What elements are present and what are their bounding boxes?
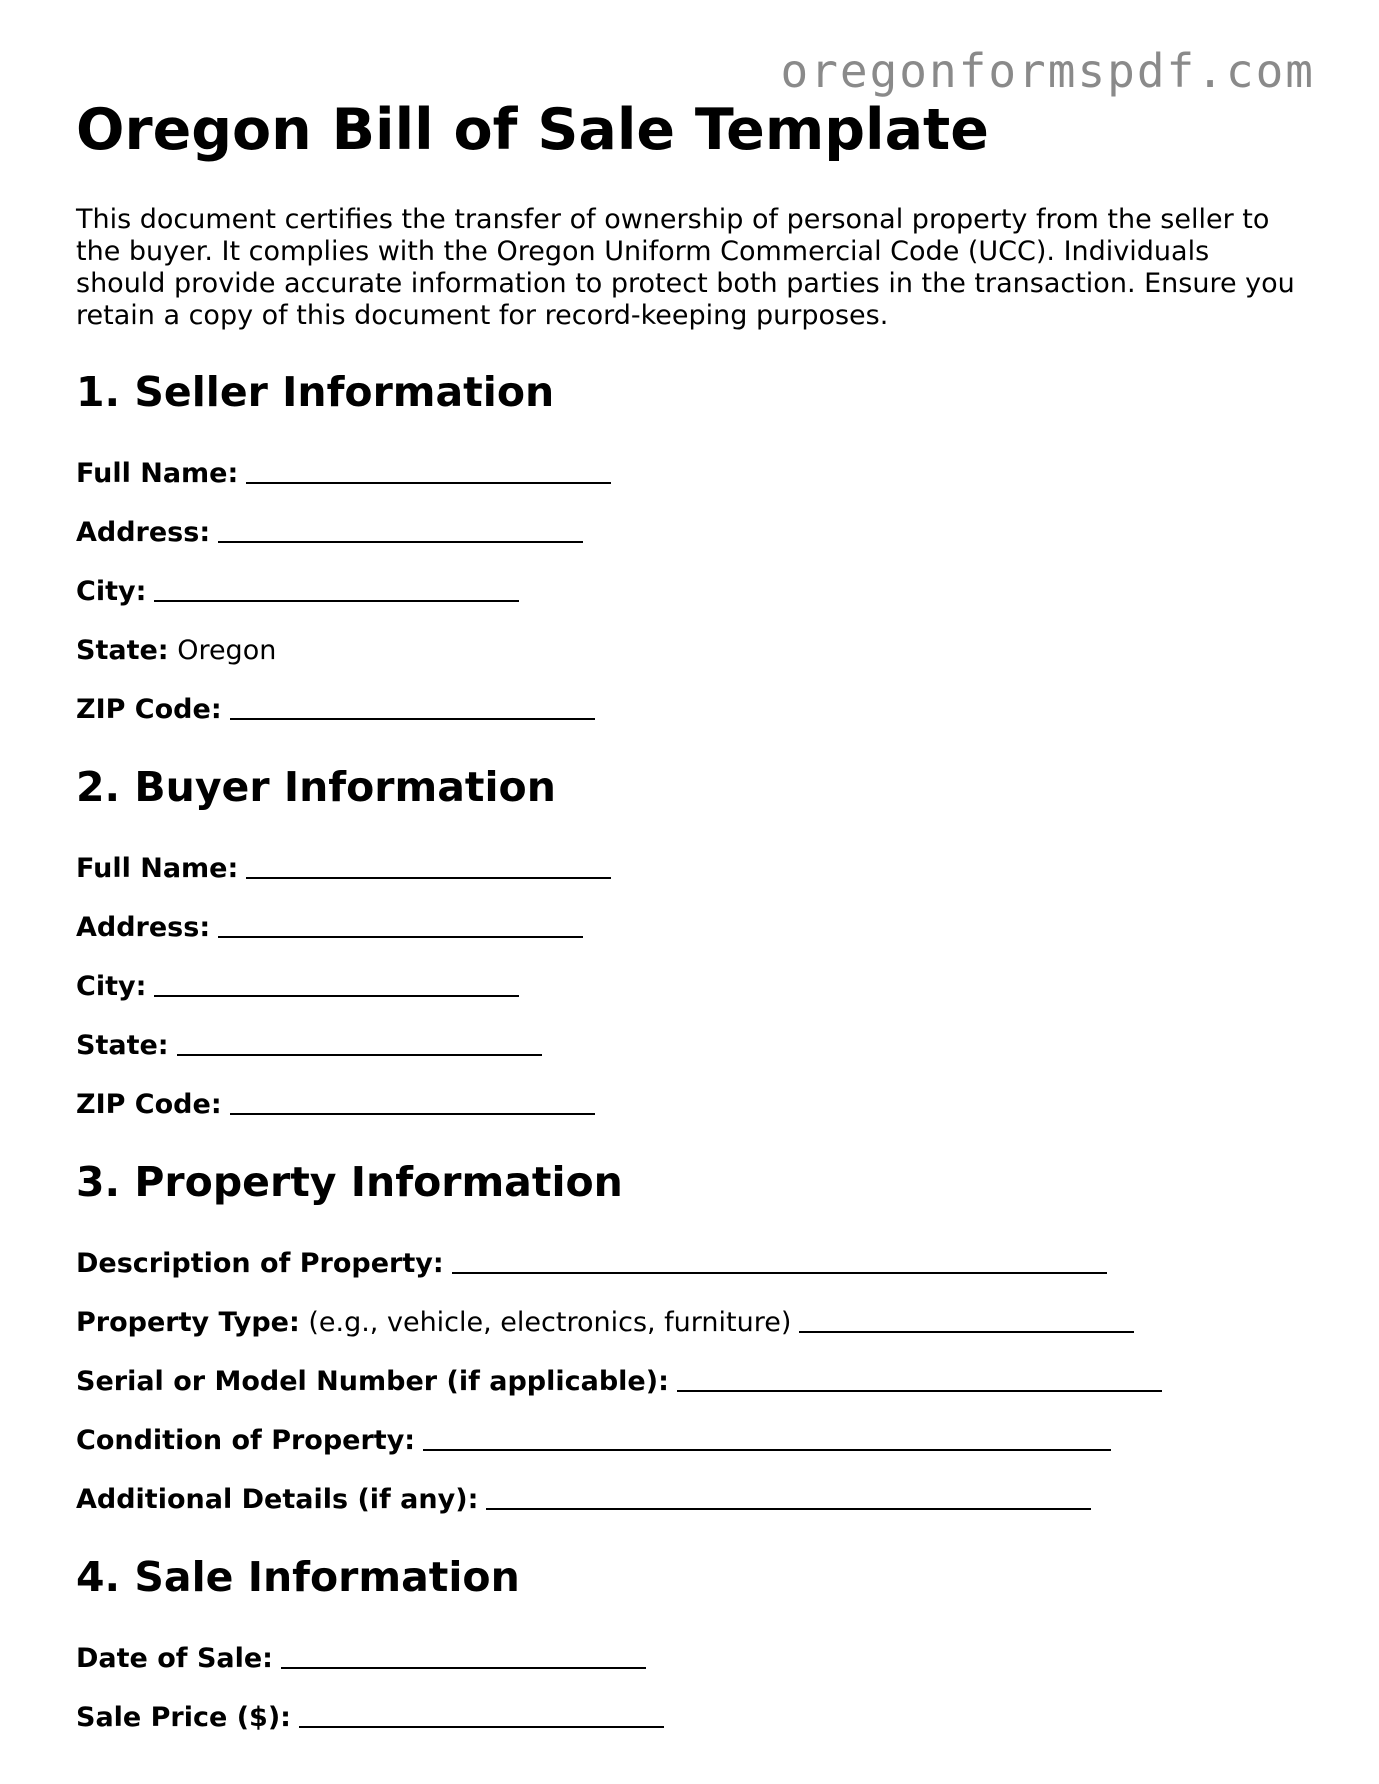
property-additional-input[interactable] — [486, 1488, 1091, 1510]
buyer-state-input[interactable] — [177, 1034, 542, 1056]
buyer-full-name-label: Full Name: — [76, 853, 239, 884]
property-additional-field — [76, 1470, 1306, 1529]
buyer-zip-label: ZIP Code: — [76, 1089, 222, 1120]
sale-date-input[interactable] — [281, 1647, 646, 1669]
seller-address-input[interactable] — [218, 521, 583, 543]
seller-state-label: State: — [76, 635, 169, 666]
sale-date-label: Date of Sale: — [76, 1643, 273, 1674]
property-description-field — [76, 1234, 1306, 1293]
seller-city-input[interactable] — [154, 580, 519, 602]
seller-full-name-input[interactable] — [246, 462, 611, 484]
seller-zip-field — [76, 680, 1306, 739]
buyer-state-field — [76, 1016, 1306, 1075]
intro-paragraph: This document certifies the transfer of ownership of personal property from the seller to the buyer. It complies with the Oregon Uniform Commercial Code (UCC). Individuals should provide accurate information to protect both parties in the transaction. Ensure you retain a copy of this document for record-keeping purposes. — [76, 204, 1295, 331]
seller-heading: 1. Seller Information — [76, 368, 555, 416]
seller-zip-input[interactable] — [230, 698, 595, 720]
buyer-address-field — [76, 898, 1306, 957]
buyer-zip-input[interactable] — [230, 1093, 595, 1115]
property-section — [76, 1152, 1306, 1529]
seller-city-field — [76, 562, 1306, 621]
sale-section — [76, 1547, 1306, 1747]
property-condition-field — [76, 1411, 1306, 1470]
buyer-full-name-input[interactable] — [246, 857, 611, 879]
seller-state-value: Oregon — [177, 635, 277, 666]
property-condition-input[interactable] — [423, 1429, 1111, 1451]
page-title: Oregon Bill of Sale Template — [76, 97, 989, 163]
property-serial-input[interactable] — [677, 1370, 1162, 1392]
buyer-city-input[interactable] — [154, 975, 519, 997]
seller-zip-label: ZIP Code: — [76, 694, 222, 725]
property-description-label: Description of Property: — [76, 1248, 444, 1279]
seller-city-label: City: — [76, 576, 147, 607]
seller-full-name-label: Full Name: — [76, 458, 239, 489]
seller-address-label: Address: — [76, 517, 211, 548]
seller-address-field — [76, 503, 1306, 562]
property-type-input[interactable] — [799, 1311, 1134, 1333]
property-additional-label: Additional Details (if any): — [76, 1484, 479, 1515]
sale-price-field — [76, 1688, 1306, 1747]
property-serial-field — [76, 1352, 1306, 1411]
sale-date-field — [76, 1629, 1306, 1688]
buyer-zip-field — [76, 1075, 1306, 1134]
property-type-note: (e.g., vehicle, electronics, furniture) — [308, 1307, 792, 1338]
buyer-address-input[interactable] — [218, 916, 583, 938]
buyer-city-field — [76, 957, 1306, 1016]
buyer-heading: 2. Buyer Information — [76, 763, 556, 811]
buyer-section — [76, 757, 1306, 1134]
property-condition-label: Condition of Property: — [76, 1425, 416, 1456]
buyer-address-label: Address: — [76, 912, 211, 943]
document-page — [76, 96, 1306, 1765]
sale-price-label: Sale Price ($): — [76, 1702, 291, 1733]
sale-price-input[interactable] — [299, 1706, 664, 1728]
seller-state-field — [76, 621, 1306, 680]
property-type-field — [76, 1293, 1306, 1352]
buyer-city-label: City: — [76, 971, 147, 1002]
property-type-label: Property Type: — [76, 1307, 300, 1338]
watermark: oregonformspdf.com — [780, 44, 1315, 98]
seller-section — [76, 362, 1306, 739]
property-heading: 3. Property Information — [76, 1158, 623, 1206]
sale-heading: 4. Sale Information — [76, 1553, 520, 1601]
property-serial-label: Serial or Model Number (if applicable): — [76, 1366, 669, 1397]
buyer-state-label: State: — [76, 1030, 169, 1061]
buyer-full-name-field — [76, 839, 1306, 898]
property-description-input[interactable] — [452, 1252, 1107, 1274]
seller-full-name-field — [76, 444, 1306, 503]
